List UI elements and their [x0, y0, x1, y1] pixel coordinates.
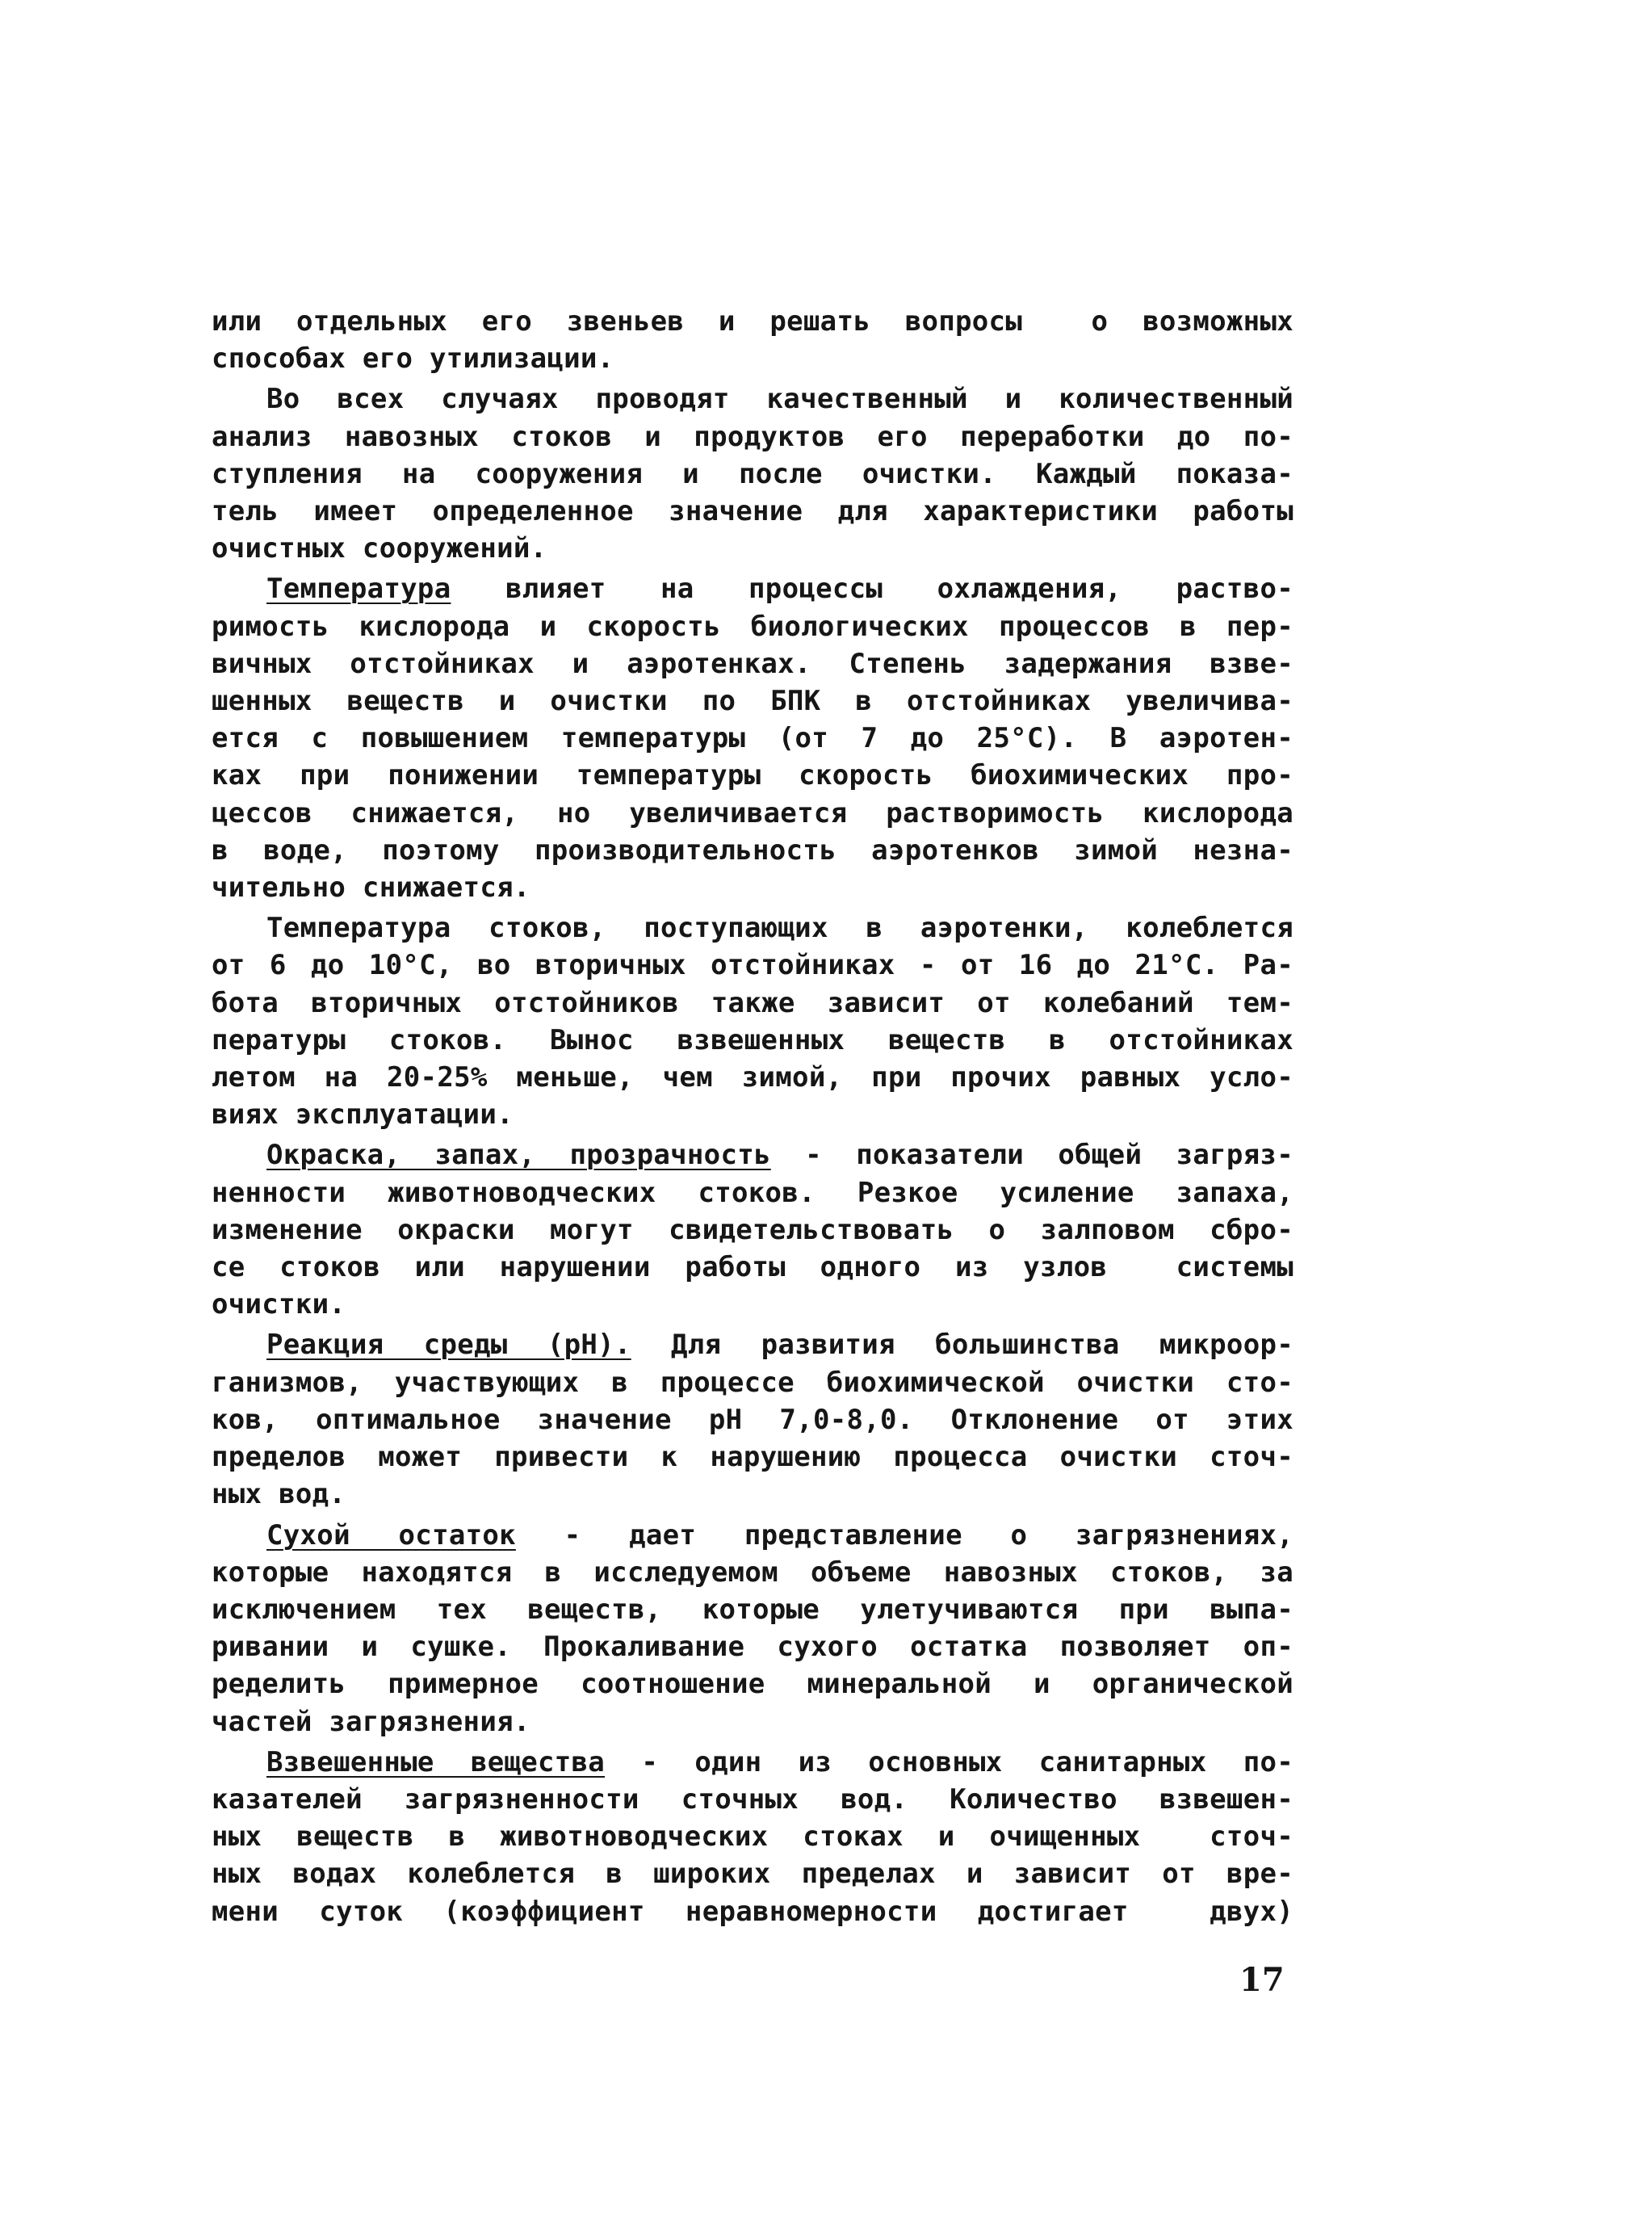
section-term: Реакция среды (pH). [266, 1329, 631, 1362]
text-line [212, 570, 1294, 607]
text-line: ных вод. [212, 1478, 346, 1511]
text-line [212, 1744, 1294, 1781]
paragraph [212, 1744, 1294, 1930]
text-line: се стоков или нарушении работы одного из узлов системы [212, 1251, 1294, 1284]
text-line: Во всех случаях проводят качественный и количественный [266, 383, 1294, 416]
text-line: частей загрязнения. [212, 1705, 530, 1738]
text-line: которые находятся в исследуемом объеме навозных стоков, за [212, 1556, 1294, 1589]
paragraph [212, 380, 1294, 567]
text-line [212, 1517, 1294, 1554]
text-line: ков, оптимальное значение pH 7,0-8,0. Отклонение от этих [212, 1403, 1294, 1436]
text-line: чительно снижается. [212, 871, 530, 905]
text-run: - один из основных санитарных по- [605, 1745, 1294, 1778]
text-line: бота вторичных отстойников также зависит от колебаний тем- [212, 986, 1294, 1019]
text-line: ступления на сооружения и после очистки. Каждый показа- [212, 457, 1294, 490]
text-line: пературы стоков. Вынос взвешенных веществ в отстойниках [212, 1023, 1294, 1056]
text-line: ределить примерное соотношение минеральной и органической [212, 1668, 1294, 1701]
text-line: ганизмов, участвующих в процессе биохимической очистки сто- [212, 1366, 1294, 1399]
text-line: Температура стоков, поступающих в аэротенки, колеблется [266, 912, 1294, 945]
paragraph [212, 1326, 1294, 1513]
section-term: Сухой остаток [266, 1518, 516, 1551]
text-line: ных водах колеблется в широких пределах и зависит от вре- [212, 1858, 1294, 1891]
paragraph [212, 303, 1294, 377]
text-line: виях эксплуатации. [212, 1098, 514, 1132]
text-line [212, 1326, 1294, 1363]
text-line: тель имеет определенное значение для характеристики работы [212, 495, 1294, 528]
page-number: 17 [1239, 1961, 1285, 1999]
section-term: Взвешенные вещества [266, 1745, 606, 1778]
text-line: очистных сооружений. [212, 532, 547, 565]
text-line: анализ навозных стоков и продуктов его переработки до по- [212, 420, 1294, 453]
text-line: ных веществ в животноводческих стоках и очищенных сточ- [212, 1820, 1294, 1854]
text-line: способах его утилизации. [212, 342, 614, 376]
text-line: исключением тех веществ, которые улетучиваются при выпа- [212, 1593, 1294, 1626]
section-term: Температура [266, 573, 451, 606]
text-line: мени суток (коэффициент неравномерности достигает двух) [212, 1895, 1294, 1928]
text-line: или отдельных его звеньев и решать вопросы о возможных [212, 305, 1294, 338]
text-line: летом на 20-25% меньше, чем зимой, при прочих равных усло- [212, 1061, 1294, 1094]
text-run: - показатели общей загряз- [770, 1139, 1294, 1172]
text-run: Для развития большинства микроор- [631, 1329, 1294, 1362]
text-line: изменение окраски могут свидетельствовать о залповом сбро- [212, 1213, 1294, 1246]
text-line: казателей загрязненности сточных вод. Количество взвешен- [212, 1782, 1294, 1816]
text-line: шенных веществ и очистки по БПК в отстойниках увеличива- [212, 685, 1294, 718]
text-line: от 6 до 10°С, во вторичных отстойниках - от 16 до 21°С. Ра- [212, 949, 1294, 982]
paragraph [212, 570, 1294, 906]
body-text [212, 303, 1294, 1934]
text-line: в воде, поэтому производительность аэротенков зимой незна- [212, 833, 1294, 867]
text-line: ривании и сушке. Прокаливание сухого остатка позволяет оп- [212, 1631, 1294, 1664]
text-line: цессов снижается, но увеличивается растворимость кислорода [212, 796, 1294, 829]
paragraph [212, 1136, 1294, 1323]
text-line: римость кислорода и скорость биологических процессов в пер- [212, 610, 1294, 643]
text-line: ках при понижении температуры скорость биохимических про- [212, 759, 1294, 792]
paragraph [212, 909, 1294, 1133]
text-line: ется с повышением температуры (от 7 до 25°С). В аэротен- [212, 722, 1294, 755]
paragraph [212, 1517, 1294, 1740]
text-line: очистки. [212, 1288, 346, 1321]
section-term: Окраска, запах, прозрачность [266, 1139, 771, 1172]
text-line [212, 1136, 1294, 1174]
text-line: пределов может привести к нарушению процесса очистки сточ- [212, 1441, 1294, 1474]
text-run: - дает представление о загрязнениях, [515, 1518, 1294, 1551]
text-line: вичных отстойниках и аэротенках. Степень задержания взве- [212, 647, 1294, 680]
text-line: ненности животноводческих стоков. Резкое усиление запаха, [212, 1176, 1294, 1209]
text-run: влияет на процессы охлаждения, раство- [451, 573, 1294, 606]
